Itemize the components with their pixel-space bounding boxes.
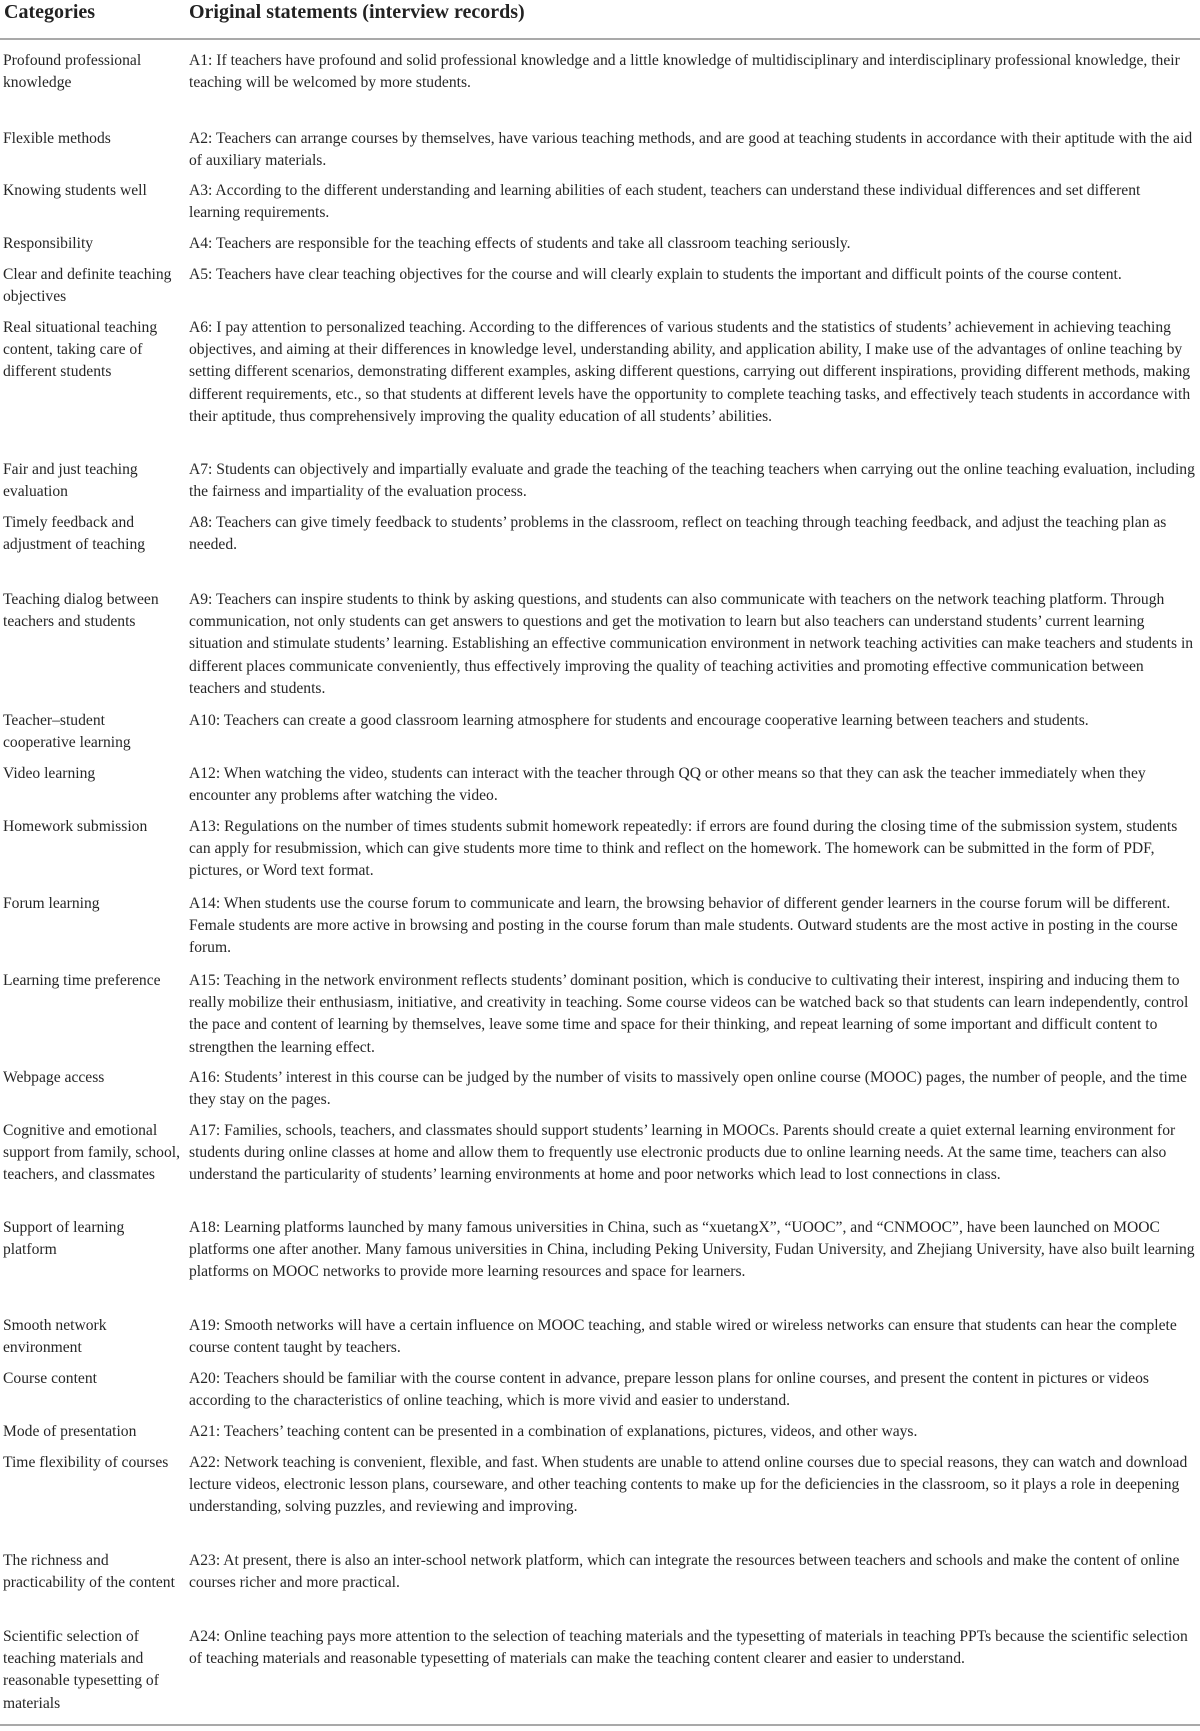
row-statement: A22: Network teaching is convenient, flexible, and fast. When students are unable to attend online courses due to special reasons, they can watch and download lecture videos, electronic lesson plans, courseware, and other teaching contents to make up for the deficiencies in the classroom, so it plays a role in deepening understanding, solving puzzles, and reviewing and improving. [189,1454,1188,1516]
row-category: Cognitive and emotional support from family, school, teachers, and classmates [3,1122,180,1184]
row-category: Clear and definite teaching objectives [3,266,172,306]
row-category: Real situational teaching content, taking care of different students [3,319,158,381]
row-statement: A7: Students can objectively and impartially evaluate and grade the teaching of the teaching teachers when carrying out the online teaching evaluation, including the fairness and impartiality of the evaluation process. [189,461,1195,501]
table-header [0,0,1200,30]
row-category: Flexible methods [3,130,111,147]
row-statement: A24: Online teaching pays more attention to the selection of teaching materials and the typesetting of materials in teaching PPTs because the scientific selection of teaching materials and reasonable typesetting of materials can make the teaching content clearer and easier to understand. [189,1628,1188,1668]
row-statement: A18: Learning platforms launched by many famous universities in China, such as “xuetangX”, “UOOC”, and “CNMOOC”, have been launched on MOOC platforms one after another. Many famous universities in China, including Peking University, Fudan University, and Zhejiang University, have also built learning platforms on MOOC networks to provide more learning resources and space for learners. [189,1219,1195,1281]
row-category: Forum learning [3,895,100,912]
row-category: Mode of presentation [3,1423,137,1440]
row-statement: A23: At present, there is also an inter-school network platform, which can integrate the resources between teachers and schools and make the content of online courses richer and more practical. [189,1552,1180,1592]
row-category: Support of learning platform [3,1219,125,1259]
table-bottom-rule [0,1724,1200,1726]
row-statement: A21: Teachers’ teaching content can be presented in a combination of explanations, pictures, videos, and other ways. [189,1423,918,1440]
row-statement: A13: Regulations on the number of times students submit homework repeatedly: if errors are found during the closing time of the submission system, students can apply for resubmission, which can give students more time to think and reflect on the homework. The homework can be submitted in the form of PDF, pictures, or Word text format. [189,818,1178,880]
row-statement: A3: According to the different understanding and learning abilities of each student, teachers can understand these individual differences and set different learning requirements. [189,182,1141,222]
row-category: Smooth network environment [3,1317,107,1357]
header-statements: Original statements (interview records) [189,1,525,23]
row-statement: A19: Smooth networks will have a certain influence on MOOC teaching, and stable wired or wireless networks can ensure that students can hear the complete course content taught by teachers. [189,1317,1177,1357]
row-category: Course content [3,1370,97,1387]
row-statement: A9: Teachers can inspire students to think by asking questions, and students can also communicate with teachers on the network teaching platform. Through communication, not only students can get answers to questions and get the motivation to learn but also teachers can understand students’ current learning situation and stimulate students’ learning. Establishing an effective communication environment in network teaching activities can make teachers and students in different places communicate conveniently, thus effectively improving the quality of teaching activities and promoting effective communication between teachers and students. [189,591,1194,697]
row-category: Webpage access [3,1069,105,1086]
row-category: Homework submission [3,818,148,835]
row-statement: A16: Students’ interest in this course can be judged by the number of visits to massively open online course (MOOC) pages, the number of people, and the time they stay on the pages. [189,1069,1187,1109]
row-statement: A1: If teachers have profound and solid professional knowledge and a little knowledge of multidisciplinary and interdisciplinary professional knowledge, their teaching will be welcomed by more students. [189,52,1180,92]
row-category: The richness and practicability of the content [3,1552,175,1592]
row-category: Time flexibility of courses [3,1454,169,1471]
row-statement: A15: Teaching in the network environment reflects students’ dominant position, which is conducive to cultivating their interest, inspiring and inducing them to really mobilize their enthusiasm, initiative, and creativity in teaching. Some course videos can be watched back so that students can learn independently, control the pace and content of learning by themselves, leave some time and space for their thinking, and repeat learning of some important and difficult content to strengthen the learning effect. [189,972,1189,1056]
header-divider [0,38,1200,40]
row-category: Knowing students well [3,182,147,199]
row-statement: A5: Teachers have clear teaching objectives for the course and will clearly explain to students the important and difficult points of the course content. [189,266,1122,283]
row-statement: A4: Teachers are responsible for the teaching effects of students and take all classroom teaching seriously. [189,235,851,252]
header-categories: Categories [4,1,96,23]
row-statement: A17: Families, schools, teachers, and classmates should support students’ learning in MOOCs. Parents should create a quiet external learning environment for students during online classes at home and allow them to frequently use electronic products due to online learning needs. At the same time, teachers can also understand the particularity of students’ learning environments at home and poor networks which lead to lost connections in class. [189,1122,1176,1184]
row-statement: A2: Teachers can arrange courses by themselves, have various teaching methods, and are good at teaching students in accordance with their aptitude with the aid of auxiliary materials. [189,130,1193,170]
row-statement: A20: Teachers should be familiar with the course content in advance, prepare lesson plans for online courses, and present the content in pictures or videos according to the characteristics of online teaching, which is more vivid and easier to understand. [189,1370,1149,1410]
row-statement: A6: I pay attention to personalized teaching. According to the differences of various students and the statistics of students’ achievement in achieving teaching objectives, and aiming at their differences in knowledge level, understanding ability, and application ability, I make use of the advantages of online teaching by setting different scenarios, demonstrating different examples, asking different questions, carrying out different inspirations, providing different methods, making different requirements, etc., so that students at different levels have the opportunity to complete teaching tasks, and effectively teach students in accordance with their aptitude, thus comprehensively improving the quality education of all students’ abilities. [189,319,1191,425]
row-category: Profound professional knowledge [3,52,142,92]
row-category: Video learning [3,765,96,782]
row-category: Timely feedback and adjustment of teaching [3,514,146,554]
row-statement: A14: When students use the course forum to communicate and learn, the browsing behavior of different gender learners in the course forum will be different. Female students are more active in browsing and posting in the course forum than male students. Outward students are the most active in posting in the course forum. [189,895,1178,957]
row-statement: A12: When watching the video, students can interact with the teacher through QQ or other means so that they can ask the teacher immediately when they encounter any problems after watching the video. [189,765,1146,805]
row-category: Teaching dialog between teachers and students [3,591,159,631]
row-statement: A10: Teachers can create a good classroom learning atmosphere for students and encourage cooperative learning between teachers and students. [189,712,1089,729]
row-category: Responsibility [3,235,94,252]
row-category: Fair and just teaching evaluation [3,461,138,501]
row-category: Scientific selection of teaching materials and reasonable typesetting of materials [3,1628,159,1712]
row-category: Learning time preference [3,972,161,989]
row-statement: A8: Teachers can give timely feedback to students’ problems in the classroom, reflect on teaching through teaching feedback, and adjust the teaching plan as needed. [189,514,1167,554]
row-category: Teacher–student cooperative learning [3,712,131,752]
